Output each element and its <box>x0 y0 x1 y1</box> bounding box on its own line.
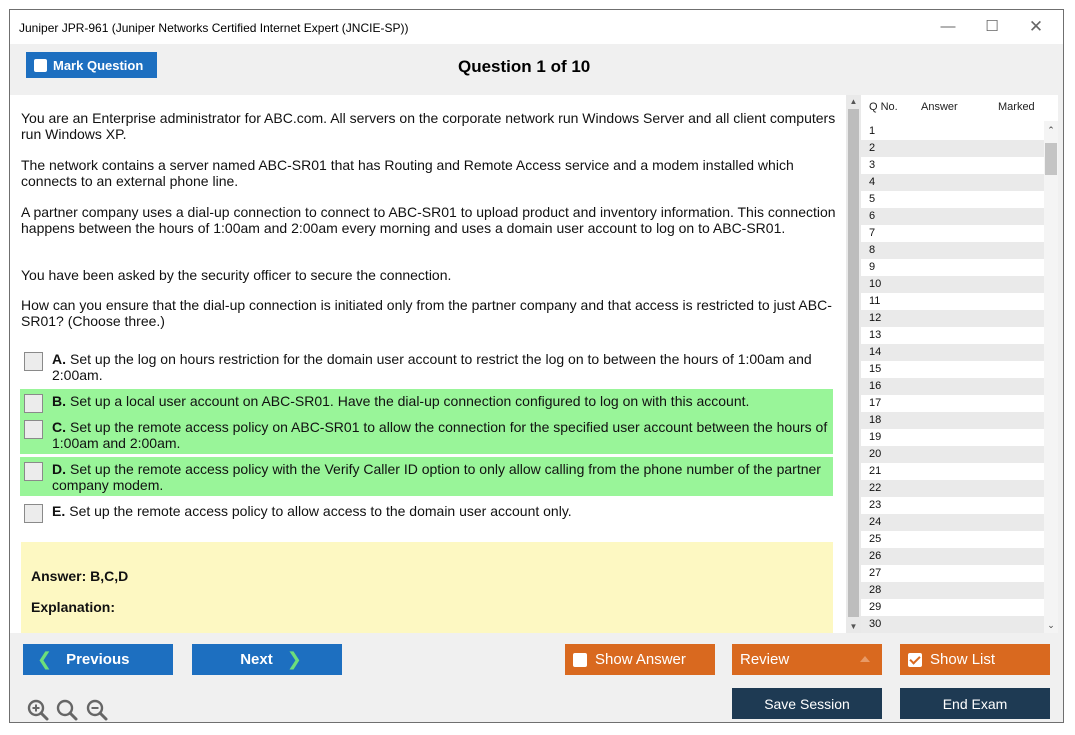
question-list-header <box>861 95 1058 121</box>
end-exam-button[interactable]: End Exam <box>900 688 1050 719</box>
question-paragraph: A partner company uses a dial-up connection to connect to ABC-SR01 to upload product and inventory information. This connection happens between the hours of 1:00am and 2:00am every morning and uses a domain user account to log on to ABC-SR01. <box>21 204 836 236</box>
chevron-up-icon[interactable]: ⌃ <box>1047 125 1055 135</box>
question-list-row[interactable]: 23 <box>861 497 1044 514</box>
question-list-row[interactable]: 4 <box>861 174 1044 191</box>
answer-text: Answer: B,C,D <box>31 568 129 584</box>
mark-question-button[interactable] <box>26 52 157 78</box>
question-scroll-thumb[interactable] <box>848 109 859 617</box>
question-list-row[interactable]: 20 <box>861 446 1044 463</box>
question-list-scroll-thumb[interactable] <box>1045 143 1057 175</box>
column-qno: Q No. <box>869 101 898 113</box>
option-c-checkbox[interactable] <box>24 420 43 439</box>
option-text: Set up the remote access policy to allow access to the domain user account only. <box>69 503 572 519</box>
question-list-row[interactable]: 24 <box>861 514 1044 531</box>
option-letter: A. <box>52 351 66 367</box>
question-paragraph: The network contains a server named ABC-SR01 that has Routing and Remote Access service and a modem installed which connects to an external phone line. <box>21 157 794 189</box>
show-answer-checkbox[interactable] <box>573 653 587 667</box>
option-e-checkbox[interactable] <box>24 504 43 523</box>
question-list-row[interactable]: 18 <box>861 412 1044 429</box>
explanation-label: Explanation: <box>31 599 116 615</box>
question-list-row[interactable]: 3 <box>861 157 1044 174</box>
option-d-checkbox[interactable] <box>24 462 43 481</box>
review-button[interactable] <box>732 644 882 675</box>
zoom-reset-icon[interactable] <box>55 698 79 722</box>
question-list-row[interactable]: 19 <box>861 429 1044 446</box>
mark-question-label: Mark Question <box>53 57 144 73</box>
save-session-button[interactable]: Save Session <box>732 688 882 719</box>
title-bar <box>10 10 1063 44</box>
answer-option-d[interactable] <box>20 457 833 496</box>
next-label: Next <box>240 651 273 668</box>
question-list-row[interactable]: 30 <box>861 616 1044 633</box>
question-list-row[interactable]: 9 <box>861 259 1044 276</box>
minimize-button[interactable]: — <box>940 18 956 35</box>
question-list-row[interactable]: 15 <box>861 361 1044 378</box>
option-text: Set up the remote access policy with the Verify Caller ID option to only allow calling from the phone number of the partner company modem. <box>52 461 821 493</box>
question-list-row[interactable]: 6 <box>861 208 1044 225</box>
review-label: Review <box>740 651 790 668</box>
next-button[interactable] <box>192 644 342 675</box>
zoom-in-icon[interactable] <box>26 698 50 722</box>
question-list-row[interactable]: 22 <box>861 480 1044 497</box>
question-paragraph: How can you ensure that the dial-up connection is initiated only from the partner company and that access is restricted to just ABC-SR01? (Choose three.) <box>21 297 832 329</box>
question-list-row[interactable]: 21 <box>861 463 1044 480</box>
app-window <box>9 9 1064 723</box>
option-letter: B. <box>52 393 66 409</box>
question-list-row[interactable]: 27 <box>861 565 1044 582</box>
option-a-checkbox[interactable] <box>24 352 43 371</box>
answer-box <box>21 542 833 633</box>
question-scrollbar[interactable] <box>846 95 861 633</box>
show-list-label: Show List <box>930 651 996 668</box>
option-letter: D. <box>52 461 66 477</box>
question-list-row[interactable]: 26 <box>861 548 1044 565</box>
question-list-row[interactable]: 28 <box>861 582 1044 599</box>
question-list-row[interactable]: 25 <box>861 531 1044 548</box>
question-list-row[interactable]: 12 <box>861 310 1044 327</box>
question-list-row[interactable]: 16 <box>861 378 1044 395</box>
question-paragraph: You are an Enterprise administrator for ABC.com. All servers on the corporate network run Windows Server and all client computers run Windows XP. <box>21 110 836 142</box>
question-list-row[interactable]: 2 <box>861 140 1044 157</box>
show-list-checkbox[interactable] <box>908 653 922 667</box>
show-list-button[interactable] <box>900 644 1050 675</box>
previous-button[interactable] <box>23 644 173 675</box>
question-list-row[interactable]: 8 <box>861 242 1044 259</box>
question-list-row[interactable]: 11 <box>861 293 1044 310</box>
question-list-row[interactable]: 1 <box>861 123 1044 140</box>
zoom-out-icon[interactable] <box>85 698 109 722</box>
chevron-right-icon: ❯ <box>286 649 302 669</box>
column-answer: Answer <box>921 101 958 113</box>
question-list-panel <box>861 95 1058 633</box>
option-letter: E. <box>52 503 66 519</box>
caret-up-icon <box>860 656 870 662</box>
answer-option-b[interactable] <box>20 389 833 416</box>
show-answer-label: Show Answer <box>595 651 686 668</box>
question-list-row[interactable]: 7 <box>861 225 1044 242</box>
question-list-rows <box>861 123 1044 633</box>
chevron-left-icon: ❮ <box>37 649 53 669</box>
column-marked: Marked <box>998 101 1035 113</box>
answer-option-c[interactable] <box>20 415 833 454</box>
question-list-row[interactable]: 14 <box>861 344 1044 361</box>
option-b-checkbox[interactable] <box>24 394 43 413</box>
exam-content <box>10 44 1063 722</box>
question-panel <box>10 95 846 633</box>
option-text: Set up the log on hours restriction for the domain user account to restrict the log on to between the hours of 1:00am and 2:00am. <box>52 351 812 383</box>
question-list-row[interactable]: 13 <box>861 327 1044 344</box>
question-list-row[interactable]: 17 <box>861 395 1044 412</box>
question-list-row[interactable]: 10 <box>861 276 1044 293</box>
question-list-row[interactable]: 5 <box>861 191 1044 208</box>
option-text: Set up the remote access policy on ABC-SR01 to allow the connection for the specified user account between the hours of 1:00am and 2:00am. <box>52 419 828 451</box>
option-letter: C. <box>52 419 66 435</box>
close-button[interactable]: ✕ <box>1028 17 1044 36</box>
question-list-row[interactable]: 29 <box>861 599 1044 616</box>
question-counter: Question 1 of 10 <box>458 57 591 76</box>
answer-option-a[interactable] <box>20 347 833 386</box>
question-paragraph: You have been asked by the security officer to secure the connection. <box>21 267 452 283</box>
previous-label: Previous <box>66 651 130 668</box>
maximize-button[interactable]: ☐ <box>985 18 999 35</box>
window-title: Juniper JPR-961 (Juniper Networks Certified Internet Expert (JNCIE-SP)) <box>19 21 409 35</box>
question-list-scrollbar[interactable] <box>1044 121 1058 633</box>
scroll-down-icon[interactable]: ▼ <box>849 622 858 631</box>
answer-option-e[interactable] <box>20 499 833 526</box>
chevron-down-icon[interactable]: ⌄ <box>1047 620 1055 630</box>
scroll-up-icon[interactable]: ▲ <box>849 97 858 106</box>
mark-question-checkbox[interactable] <box>34 59 47 72</box>
show-answer-button[interactable] <box>565 644 715 675</box>
option-text: Set up a local user account on ABC-SR01. Have the dial-up connection configured to log on with this account. <box>70 393 750 409</box>
